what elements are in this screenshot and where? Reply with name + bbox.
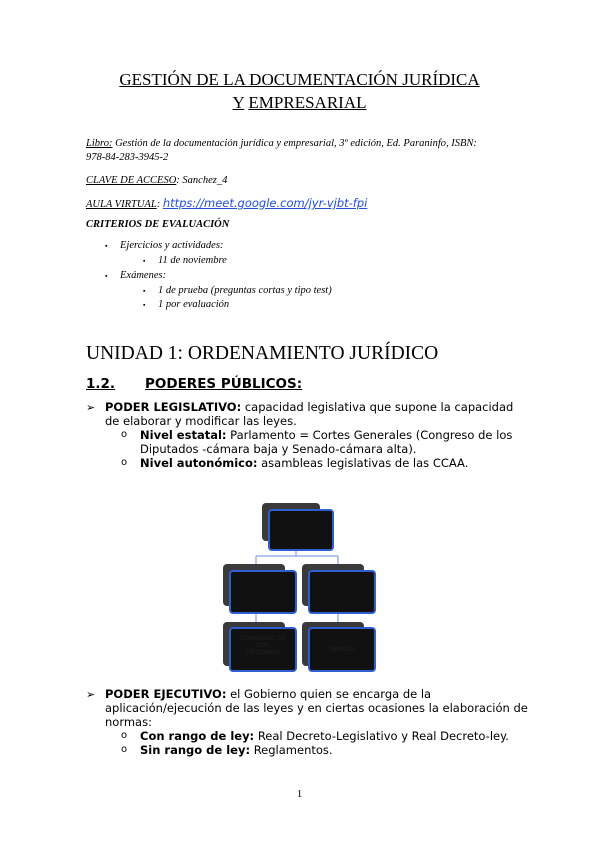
section-number: 1.2. (86, 376, 116, 392)
legislativo-text: capacidad legislativa que supone la capacidad (241, 400, 514, 414)
bullet-square-icon: ▪ (105, 242, 108, 250)
org-box-congreso (229, 627, 297, 672)
nivel-estatal-line1 (140, 428, 512, 442)
bullet-square-icon: ▪ (105, 272, 108, 280)
aula-virtual-link[interactable]: https://meet.google.com/jyr-vjbt-fpi (162, 196, 368, 210)
clave-label: CLAVE DE ACCESO (86, 175, 177, 186)
ejecutivo-line1 (105, 687, 431, 701)
document-title-line2 (0, 93, 599, 113)
section-title: PODERES PÚBLICOS: (145, 376, 303, 392)
libro-line1 (86, 138, 477, 149)
ejecutivo-line3: normas: (105, 715, 152, 729)
circle-bullet-icon: o (121, 730, 128, 741)
sin-rango-label: Sin rango de ley: (140, 743, 251, 757)
libro-text: Gestión de la documentación jurídica y empresarial, 3º edición, Ed. Paraninfo, ISBN: (112, 138, 477, 149)
nivel-estatal-line2: Diputados -cámara baja y Senado-cámara alta). (140, 442, 417, 456)
bullet-square-icon: ▪ (143, 287, 146, 295)
title-empresarial: EMPRESARIAL (248, 93, 367, 112)
org-box-mid-left (229, 570, 297, 614)
con-rango-line (140, 729, 509, 743)
arrow-bullet-icon: ➢ (86, 688, 96, 701)
ejecutivo-label: PODER EJECUTIVO: (105, 687, 227, 701)
criterio-item-examenes: Exámenes: (120, 270, 167, 281)
legislativo-line1 (105, 400, 525, 414)
criterio-subitem: 1 de prueba (preguntas cortas y tipo test) (158, 285, 332, 296)
nivel-autonomico-label: Nivel autonómico: (140, 456, 258, 470)
page-number: 1 (296, 788, 303, 800)
ejecutivo-text: el Gobierno quien se encarga de la (226, 687, 432, 701)
document-title-line1: GESTIÓN DE LA DOCUMENTACIÓN JURÍDICA (119, 70, 480, 89)
aula-label: AULA VIRTUAL (86, 199, 157, 210)
aula-colon: : (156, 199, 163, 210)
sin-rango-text: Reglamentos. (250, 743, 333, 757)
org-chart-diagram (220, 500, 380, 672)
bullet-square-icon: ▪ (143, 301, 146, 309)
nivel-estatal-label: Nivel estatal: (140, 428, 227, 442)
bullet-square-icon: ▪ (143, 257, 146, 265)
criterio-item-ejercicios: Ejercicios y actividades: (120, 240, 224, 251)
clave-line (86, 175, 227, 186)
con-rango-text: Real Decreto-Legislativo y Real Decreto-ley. (254, 729, 509, 743)
org-box-top (268, 509, 334, 551)
arrow-bullet-icon: ➢ (86, 401, 96, 414)
criterio-subitem: 1 por evaluación (158, 299, 230, 310)
circle-bullet-icon: o (121, 429, 128, 440)
nivel-autonomico-text: asambleas legislativas de las CCAA. (257, 456, 469, 470)
nivel-autonomico-line (140, 456, 468, 470)
congreso-label-line3: DIPUTADOS (245, 649, 281, 656)
con-rango-label: Con rango de ley: (140, 729, 255, 743)
criterios-heading: CRITERIOS DE EVALUACIÓN (86, 219, 230, 230)
org-box-senado (308, 627, 376, 672)
unidad-heading: UNIDAD 1: ORDENAMIENTO JURÍDICO (86, 343, 439, 364)
nivel-estatal-text: Parlamento = Cortes Generales (Congreso de los (226, 428, 513, 442)
org-box-mid-right (308, 570, 376, 614)
title-y: Y (232, 93, 245, 112)
legislativo-line2: de elaborar y modificar las leyes. (105, 414, 297, 428)
org-box-senado-label: SENADO (329, 646, 355, 653)
legislativo-label: PODER LEGISLATIVO: (105, 400, 242, 414)
circle-bullet-icon: o (121, 744, 128, 755)
libro-label: Libro: (86, 138, 113, 149)
org-box-congreso-label (231, 635, 295, 656)
circle-bullet-icon: o (121, 457, 128, 468)
sin-rango-line (140, 743, 333, 757)
congreso-label-line1: CONGRESO DE (240, 635, 286, 642)
criterio-subitem: 11 de noviembre (158, 255, 227, 266)
ejecutivo-line2: aplicación/ejecución de las leyes y en ciertas ocasiones la elaboración de (105, 701, 528, 715)
clave-text: : Sanchez_4 (176, 175, 228, 186)
aula-line (86, 196, 367, 210)
isbn-text: 978-84-283-3945-2 (86, 152, 169, 163)
congreso-label-line2: LOS (257, 642, 269, 649)
